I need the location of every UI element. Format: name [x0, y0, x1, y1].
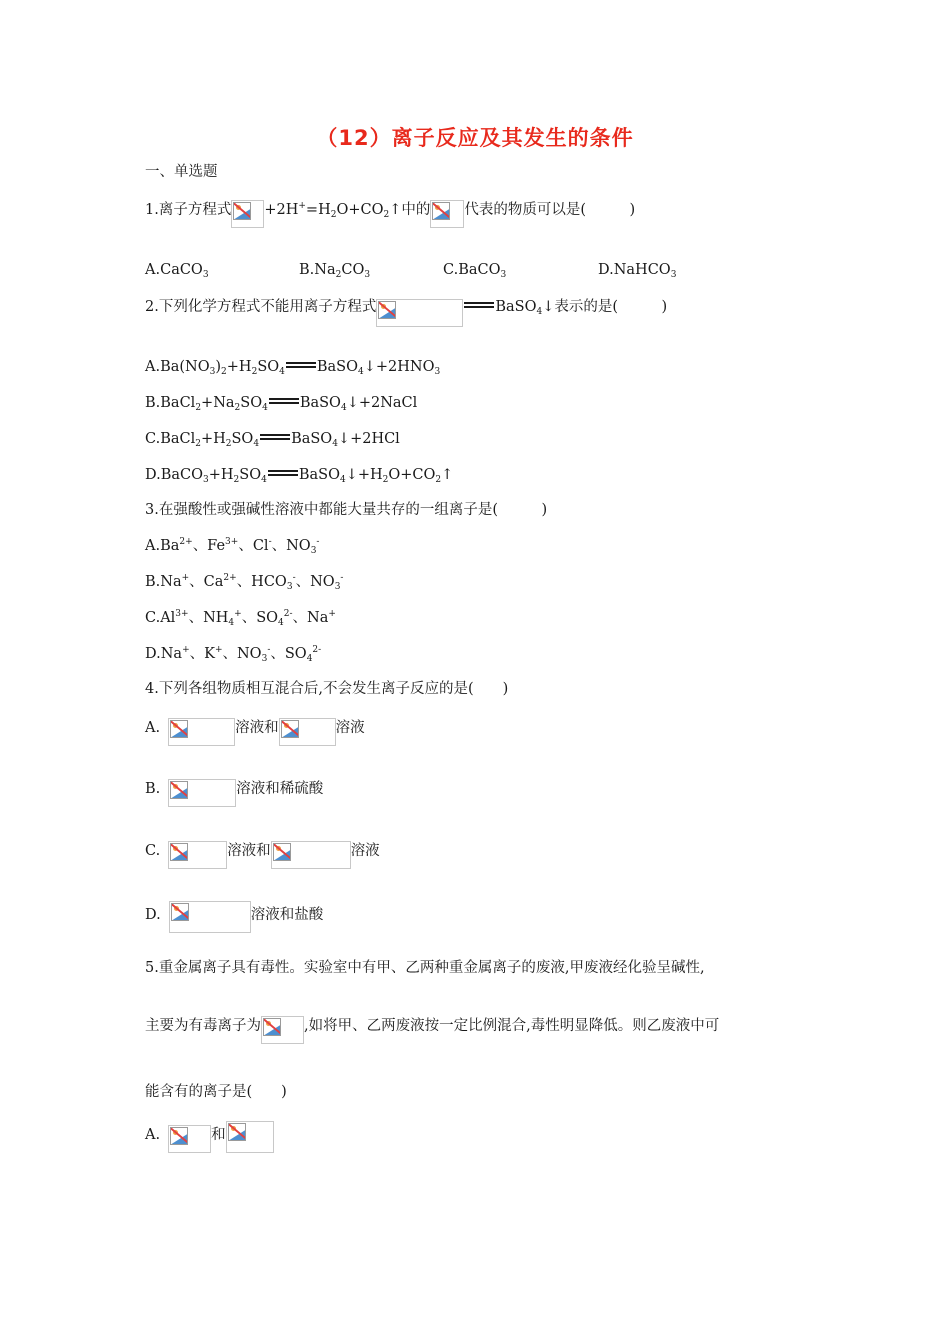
formula-image [169, 901, 251, 933]
formula-image [261, 1016, 304, 1044]
q2-option-d: $D.BaCO_3+H_2SO_4$ $BaSO_4↓+H_2O+CO_2↑$ [145, 467, 454, 485]
q1-option-c: C.BaCO$_3$ [443, 262, 507, 280]
question-2-stem [145, 296, 667, 318]
page-title: （12）离子反应及其发生的条件 [316, 126, 634, 150]
broken-image-icon [432, 202, 450, 220]
q4-option-d: D. 溶液和盐酸 [145, 901, 323, 923]
q2-prefix: 2.下列化学方程式不能用离子方程式 [145, 299, 377, 315]
question-5-line-3: 能含有的离子是( ) [145, 1084, 287, 1100]
question-5-line-2: 主要为有毒离子为 ,如将甲、乙两废液按一定比例混合,毒性明显降低。则乙废液中可 [145, 1015, 719, 1037]
q2-product: BaSO$_4$↓ [495, 299, 555, 317]
q1-option-a: A.CaCO$_3$ [145, 262, 209, 280]
broken-image-icon [170, 720, 188, 738]
section-heading: 一、单选题 [145, 164, 218, 180]
broken-image-icon [228, 1123, 246, 1141]
question-4-stem: 4.下列各组物质相互混合后,不会发生离子反应的是( ) [145, 681, 509, 697]
formula-image [168, 1125, 211, 1153]
q2-option-c: $C.BaCl_2+H_2SO_4$ BaSO$_4$↓+2HCl [145, 431, 400, 449]
formula-image [376, 299, 463, 327]
q3-option-d: D.Na+、K+、$NO_3^-$、$SO_4^{2-}$ [145, 645, 322, 664]
broken-image-icon [171, 903, 189, 921]
formula-image [279, 718, 336, 746]
broken-image-icon [263, 1018, 281, 1036]
q2-option-a: $A.Ba(NO_3)_2+H_2SO_4$ $BaSO_4↓+2HNO_3$ [145, 359, 441, 377]
formula-image [226, 1121, 274, 1153]
q5-option-a: A. 和 [145, 1121, 274, 1143]
q3-option-b: B.Na+、$Ca^{2+}$、$HCO_3^-$、$NO_3^-$ [145, 573, 344, 592]
broken-image-icon [273, 843, 291, 861]
q2-option-b: $B.BaCl_2+Na_2SO_4$ BaSO$_4$↓+2NaCl [145, 395, 418, 413]
q1-prefix: 1.离子方程式 [145, 202, 232, 218]
q1-suffix: 代表的物质可以是( ) [464, 202, 636, 218]
q2-suffix: 表示的是( ) [554, 299, 668, 315]
formula-image [168, 779, 236, 807]
broken-image-icon [233, 202, 251, 220]
q4-option-c: C. 溶液和 溶液 [145, 840, 380, 862]
formula-image [430, 200, 464, 228]
q3-option-a: $A.Ba^{2+}$、$Fe^{3+}$、Cl-、$NO_3^-$ [145, 537, 320, 556]
broken-image-icon [170, 1127, 188, 1145]
formula-image [231, 200, 264, 228]
broken-image-icon [281, 720, 299, 738]
formula-image [271, 841, 351, 869]
question-1-stem [145, 199, 635, 221]
broken-image-icon [170, 843, 188, 861]
q3-option-c: $C.Al^{3+}$、$NH_4^+$、$SO_4^{2-}$、Na+ [145, 609, 336, 628]
q4-option-b: B. 溶液和稀硫酸 [145, 778, 323, 800]
equals-sign [464, 302, 494, 308]
q4-option-a: A. 溶液和 溶液 [145, 717, 365, 739]
question-3-stem: 3.在强酸性或强碱性溶液中都能大量共存的一组离子是( ) [145, 502, 548, 518]
q1-middle: $+2H^+=H_2O+CO_2↑$中的 [264, 201, 431, 220]
formula-image [168, 718, 235, 746]
q1-option-b: $B.Na_2CO_3$ [299, 262, 371, 280]
broken-image-icon [378, 301, 396, 319]
q1-option-d: D.NaHCO$_3$ [598, 262, 677, 280]
question-5-line-1: 5.重金属离子具有毒性。实验室中有甲、乙两种重金属离子的废液,甲废液经化验呈碱性, [145, 960, 705, 976]
broken-image-icon [170, 781, 188, 799]
formula-image [168, 841, 227, 869]
